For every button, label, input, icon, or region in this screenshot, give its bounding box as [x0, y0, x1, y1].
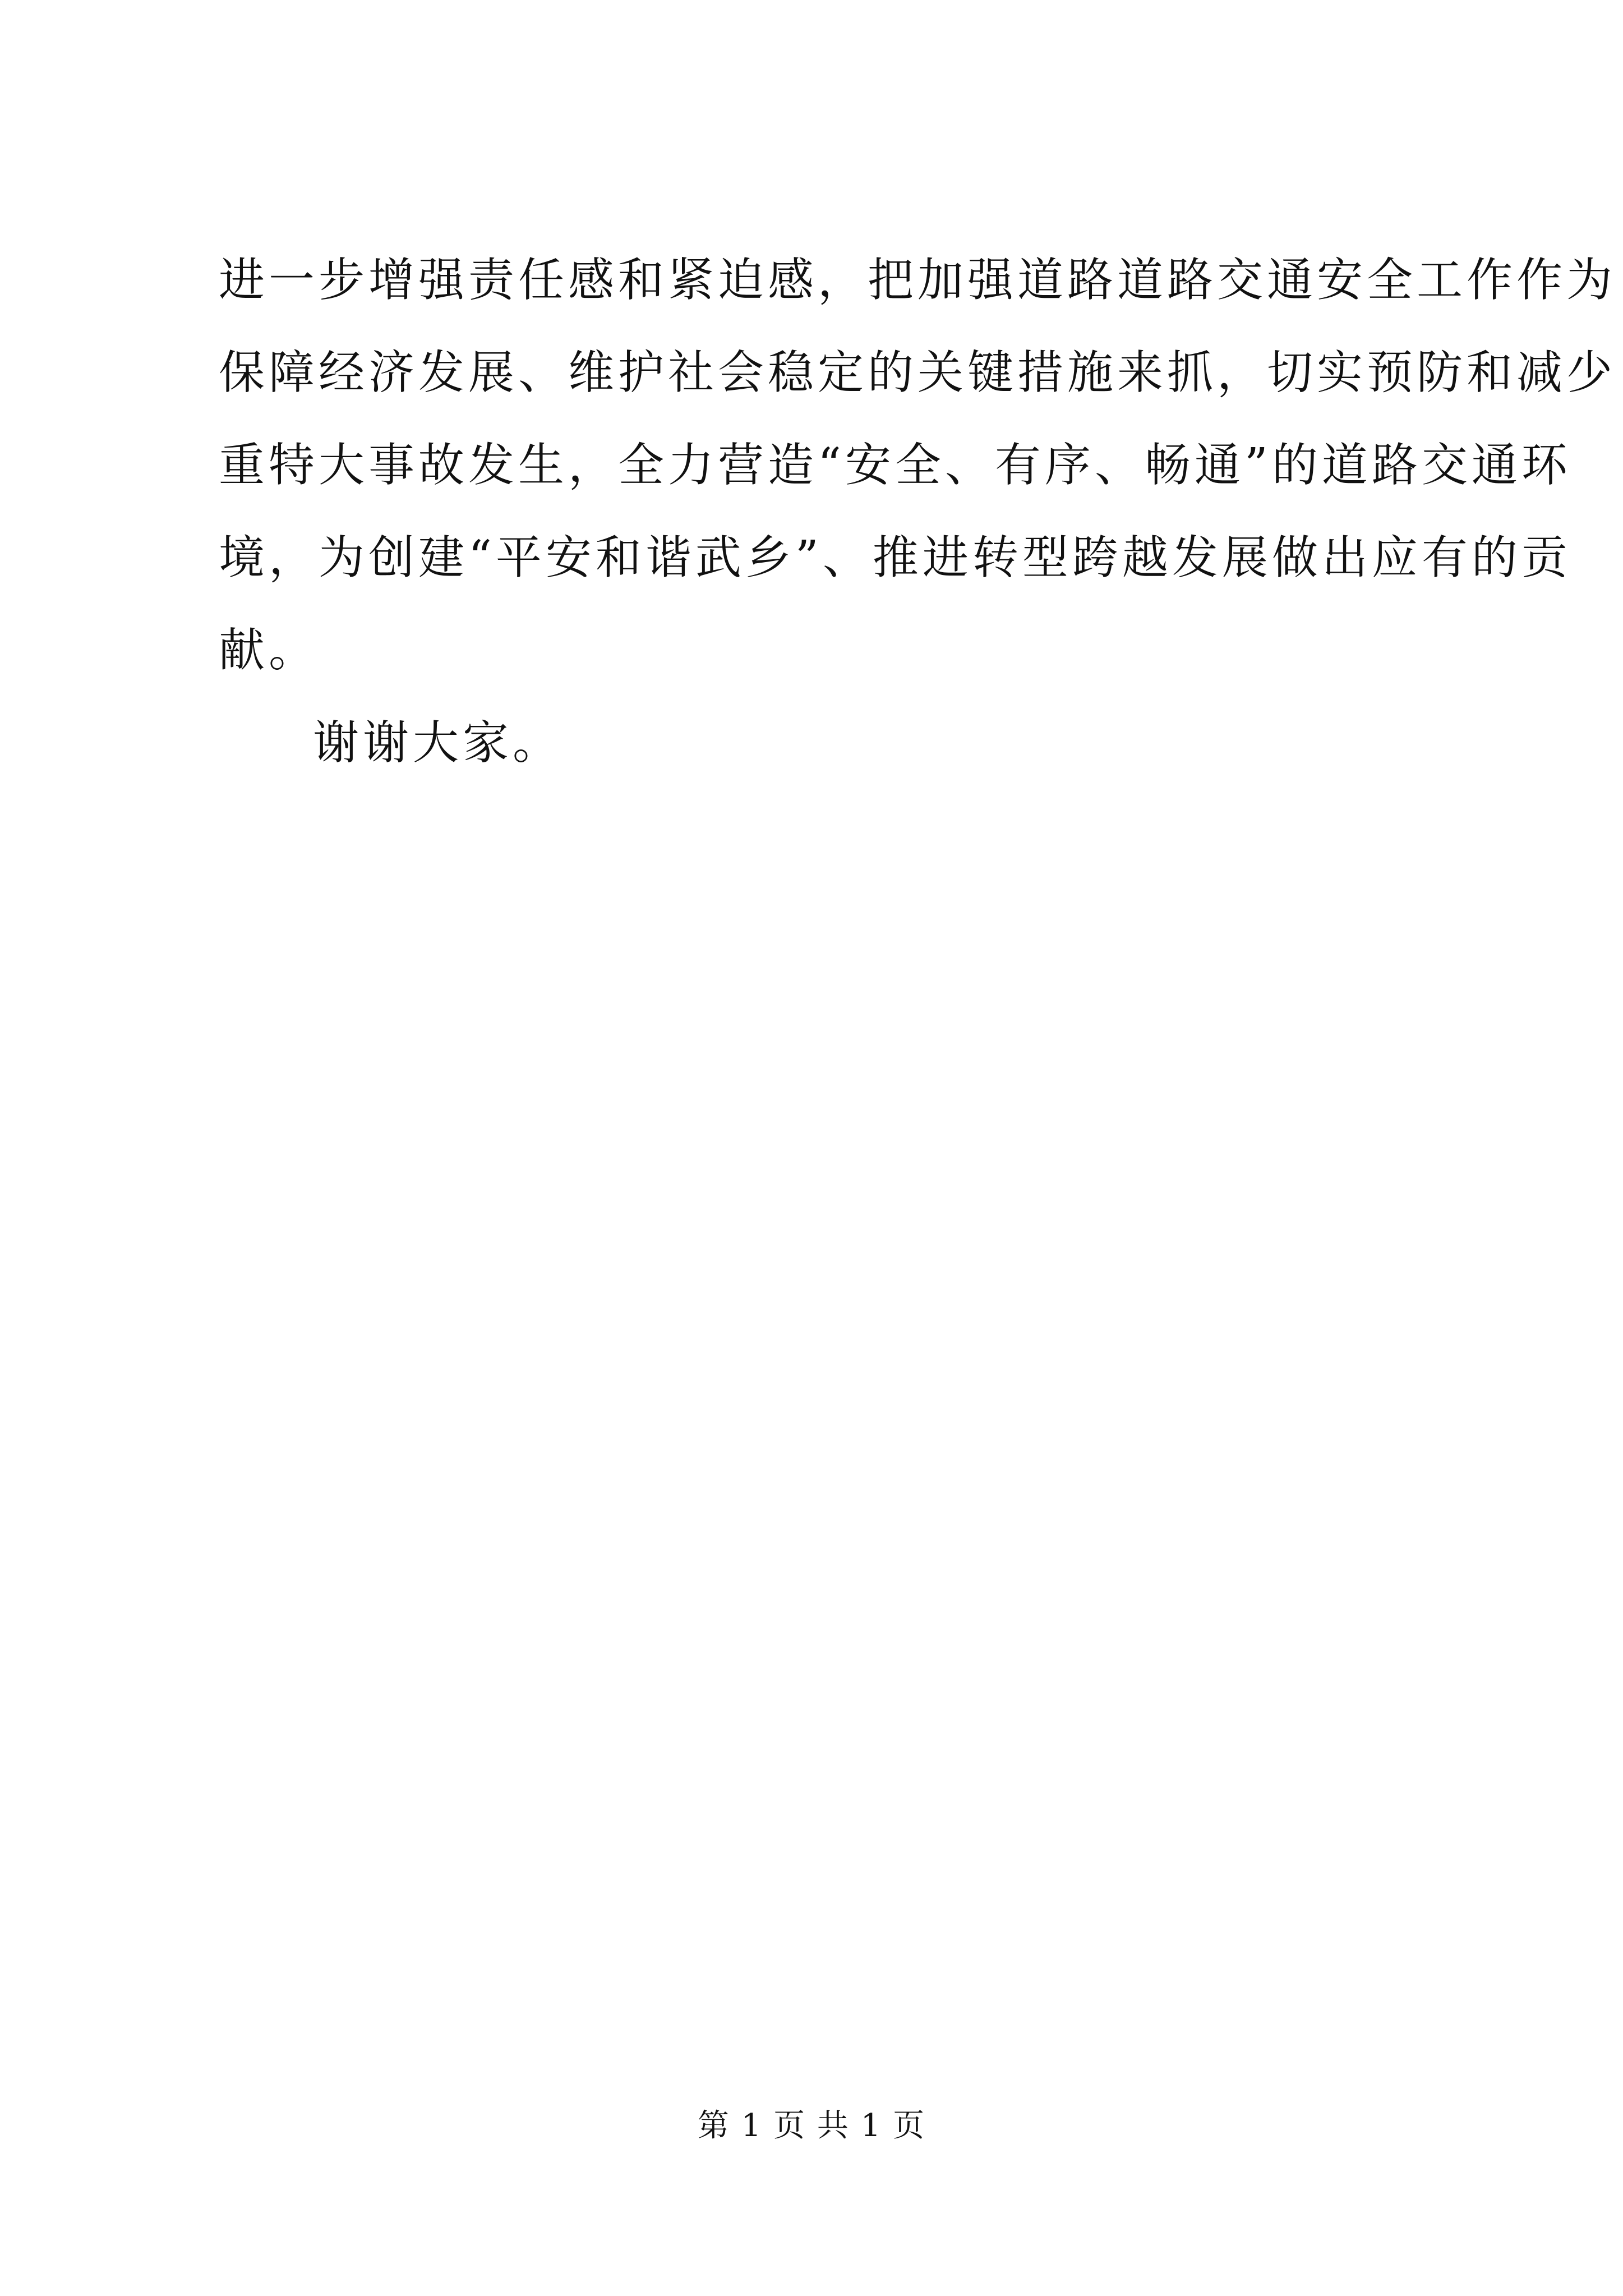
paragraph-line: 献。: [219, 624, 319, 677]
paragraph-line: 进一步增强责任感和紧迫感，把加强道路道路交通安全工作作为: [219, 254, 1617, 307]
body-text: [219, 252, 1617, 808]
closing-remark: 谢谢大家。: [313, 716, 563, 770]
paragraph-line: 重特大事故发生，全力营造“安全、有序、畅通”的道路交通环: [219, 439, 1571, 492]
paragraph-line: 保障经济发展、维护社会稳定的关键措施来抓，切实预防和减少: [219, 346, 1617, 399]
page-footer: 第 1 页 共 1 页: [697, 2108, 926, 2144]
paragraph-line: 境，为创建“平安和谐武乡”、推进转型跨越发展做出应有的贡: [219, 531, 1571, 585]
